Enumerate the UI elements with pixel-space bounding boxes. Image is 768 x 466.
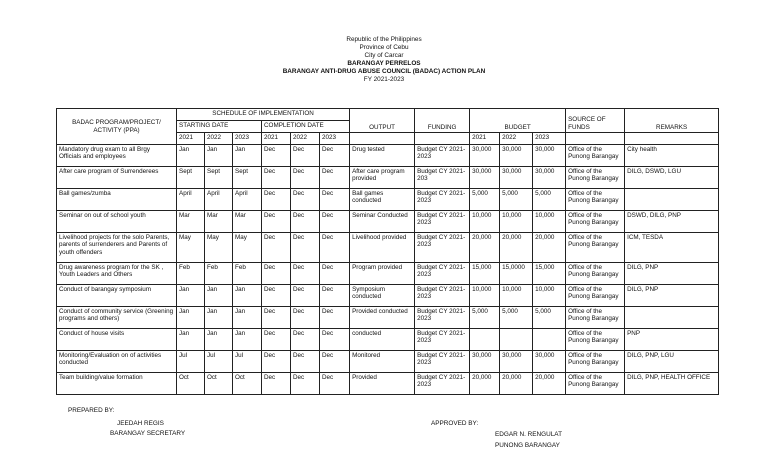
prepared-by-title: BARANGAY SECRETARY: [110, 430, 186, 437]
start-date-cell: Jul: [177, 351, 205, 373]
completion-date-cell: Dec: [291, 263, 320, 285]
start-date-cell: Oct: [177, 373, 205, 395]
output-cell: Drug tested: [350, 145, 415, 167]
funding-cell: Budget CY 2021-2023: [415, 329, 470, 351]
output-cell: Provided conducted: [350, 307, 415, 329]
year-2023: 2023: [233, 133, 262, 145]
remarks-cell: PNP: [625, 329, 719, 351]
start-date-cell: Jan: [205, 145, 233, 167]
completion-date-cell: Dec: [262, 263, 291, 285]
start-date-cell: Jul: [233, 351, 262, 373]
table-row: [57, 189, 719, 211]
budget-cell: 5,000: [533, 189, 566, 211]
funding-cell: Budget CY 2021-2023: [415, 351, 470, 373]
completion-date-cell: Dec: [262, 285, 291, 307]
budget-cell: 20,000: [533, 373, 566, 395]
budget-cell: 30,000: [500, 145, 533, 167]
plan-title: BARANGAY ANTI-DRUG ABUSE COUNCIL (BADAC) ACTION PLAN: [282, 68, 486, 75]
completion-date-cell: Dec: [320, 285, 350, 307]
prepared-by-label: PREPARED BY:: [68, 407, 115, 414]
completion-date-cell: Dec: [291, 351, 320, 373]
start-date-cell: Jan: [205, 285, 233, 307]
prepared-by-name: JEEDAH REGIS: [117, 420, 164, 427]
start-date-cell: Oct: [205, 373, 233, 395]
remarks-cell: DILG, PNP: [625, 285, 719, 307]
output-blank: [350, 133, 415, 145]
completion-date-cell: Dec: [262, 189, 291, 211]
source-cell: Office of the Punong Barangay: [566, 373, 625, 395]
funding-cell: Budget CY 2021-2023: [415, 145, 470, 167]
ppa-cell: Ball games/zumba: [57, 189, 177, 211]
completion-date-cell: Dec: [320, 373, 350, 395]
start-date-cell: Mar: [205, 211, 233, 233]
table-row: [57, 307, 719, 329]
start-date-cell: Feb: [205, 263, 233, 285]
start-date-cell: Jul: [205, 351, 233, 373]
header-barangay: BARANGAY PERRELOS: [347, 60, 421, 67]
source-blank: [566, 133, 625, 145]
funding-blank: [415, 133, 470, 145]
year-2022: 2022: [500, 133, 533, 145]
year-2022: 2022: [205, 133, 233, 145]
output-cell: Symposium conducted: [350, 285, 415, 307]
approved-by-name: EDGAR N. RENGULAT: [495, 431, 562, 438]
ppa-cell: Conduct of community service (Greening programs and others): [57, 307, 177, 329]
header-source: SOURCE OF FUNDS: [566, 109, 625, 133]
completion-date-cell: Dec: [262, 307, 291, 329]
ppa-cell: Team building/value formation: [57, 373, 177, 395]
start-date-cell: Sept: [205, 167, 233, 189]
start-date-cell: April: [233, 189, 262, 211]
funding-cell: Budget CY 2021-2023: [415, 263, 470, 285]
start-date-cell: Jan: [177, 285, 205, 307]
remarks-cell: DILG, PNP, HEALTH OFFICE: [625, 373, 719, 395]
budget-cell: [533, 329, 566, 351]
table-row: [57, 373, 719, 395]
ppa-cell: Mandatory drug exam to all Brgy Officials and employees: [57, 145, 177, 167]
source-cell: Office of the Punong Barangay: [566, 233, 625, 263]
header-budget: BUDGET: [470, 109, 566, 133]
funding-cell: Budget CY 2021-2023: [415, 307, 470, 329]
table-row: [57, 329, 719, 351]
ppa-cell: Drug awareness program for the SK , Youth Leaders and Others: [57, 263, 177, 285]
ppa-cell: Conduct of house visits: [57, 329, 177, 351]
year-2021: 2021: [177, 133, 205, 145]
remarks-cell: DSWD, DILG, PNP: [625, 211, 719, 233]
budget-cell: 30,000: [470, 145, 500, 167]
header-city: City of Carcar: [364, 52, 404, 59]
output-cell: conducted: [350, 329, 415, 351]
source-cell: Office of the Punong Barangay: [566, 211, 625, 233]
funding-cell: Budget CY 2021-203: [415, 167, 470, 189]
budget-cell: 5,000: [500, 189, 533, 211]
year-2021: 2021: [470, 133, 500, 145]
fiscal-year: FY 2021-2023: [363, 76, 405, 83]
source-cell: Office of the Punong Barangay: [566, 189, 625, 211]
budget-cell: 10,000: [500, 285, 533, 307]
source-cell: Office of the Punong Barangay: [566, 285, 625, 307]
table-row: [57, 145, 719, 167]
completion-date-cell: Dec: [291, 167, 320, 189]
budget-cell: 30,000: [500, 351, 533, 373]
approved-by-label: APPROVED BY:: [431, 420, 479, 427]
budget-cell: 30,000: [500, 167, 533, 189]
start-date-cell: Jan: [205, 307, 233, 329]
start-date-cell: Jan: [177, 145, 205, 167]
header-remarks: REMARKS: [625, 109, 719, 133]
budget-cell: 30,000: [470, 167, 500, 189]
budget-cell: 20,000: [470, 373, 500, 395]
completion-date-cell: Dec: [320, 233, 350, 263]
year-2021: 2021: [262, 133, 291, 145]
completion-date-cell: Dec: [320, 145, 350, 167]
start-date-cell: Oct: [233, 373, 262, 395]
budget-cell: 15,000: [470, 263, 500, 285]
completion-date-cell: Dec: [262, 145, 291, 167]
completion-date-cell: Dec: [320, 211, 350, 233]
budget-cell: 30,000: [533, 145, 566, 167]
budget-cell: [500, 329, 533, 351]
header-program: BADAC PROGRAM/PROJECT/ ACTIVITY (PPA): [57, 109, 177, 145]
completion-date-cell: Dec: [262, 233, 291, 263]
output-cell: Provided: [350, 373, 415, 395]
start-date-cell: Jan: [177, 329, 205, 351]
ppa-cell: Livelihood projects for the solo Parents, parents of surrenderers and Parents of youth offenders: [57, 233, 177, 263]
output-cell: Ball games conducted: [350, 189, 415, 211]
document-header: [0, 36, 768, 84]
budget-cell: 10,000: [470, 285, 500, 307]
start-date-cell: May: [233, 233, 262, 263]
funding-cell: Budget CY 2021-2023: [415, 211, 470, 233]
completion-date-cell: Dec: [291, 211, 320, 233]
completion-date-cell: Dec: [320, 263, 350, 285]
remarks-cell: City health: [625, 145, 719, 167]
budget-cell: 30,000: [533, 351, 566, 373]
completion-date-cell: Dec: [291, 285, 320, 307]
start-date-cell: Jan: [177, 307, 205, 329]
table-body: [57, 145, 719, 395]
output-cell: Seminar Conducted: [350, 211, 415, 233]
budget-cell: 10,000: [470, 211, 500, 233]
budget-cell: [470, 329, 500, 351]
start-date-cell: Jan: [205, 329, 233, 351]
budget-cell: 10,000: [533, 285, 566, 307]
completion-date-cell: Dec: [262, 373, 291, 395]
completion-date-cell: Dec: [320, 167, 350, 189]
ppa-cell: Monitoring/Evaluation on of activities conducted: [57, 351, 177, 373]
remarks-cell: [625, 307, 719, 329]
funding-cell: Budget CY 2021-2023: [415, 189, 470, 211]
budget-cell: 20,000: [500, 233, 533, 263]
completion-date-cell: Dec: [291, 373, 320, 395]
start-date-cell: May: [205, 233, 233, 263]
start-date-cell: Mar: [233, 211, 262, 233]
header-schedule: SCHEDULE OF IMPLEMENTATION: [177, 109, 350, 121]
completion-date-cell: Dec: [262, 351, 291, 373]
completion-date-cell: Dec: [320, 307, 350, 329]
start-date-cell: Sept: [177, 167, 205, 189]
header-country: Republic of the Philippines: [346, 36, 422, 43]
completion-date-cell: Dec: [262, 329, 291, 351]
budget-cell: 20,000: [500, 373, 533, 395]
budget-cell: 5,000: [470, 189, 500, 211]
source-cell: Office of the Punong Barangay: [566, 145, 625, 167]
action-plan-table: [56, 108, 719, 395]
completion-date-cell: Dec: [291, 329, 320, 351]
completion-date-cell: Dec: [291, 233, 320, 263]
ppa-cell: After care program of Surrenderees: [57, 167, 177, 189]
source-cell: Office of the Punong Barangay: [566, 263, 625, 285]
budget-cell: 10,000: [533, 211, 566, 233]
source-cell: Office of the Punong Barangay: [566, 307, 625, 329]
start-date-cell: May: [177, 233, 205, 263]
source-cell: Office of the Punong Barangay: [566, 329, 625, 351]
start-date-cell: April: [177, 189, 205, 211]
start-date-cell: Jan: [233, 285, 262, 307]
table-row: [57, 167, 719, 189]
remarks-blank: [625, 133, 719, 145]
year-2022: 2022: [291, 133, 320, 145]
completion-date-cell: Dec: [320, 351, 350, 373]
output-cell: After care program provided: [350, 167, 415, 189]
budget-cell: 30,000: [470, 351, 500, 373]
completion-date-cell: Dec: [262, 211, 291, 233]
budget-cell: 30,000: [533, 167, 566, 189]
table-row: [57, 285, 719, 307]
start-date-cell: Jan: [233, 145, 262, 167]
start-date-cell: Feb: [177, 263, 205, 285]
output-cell: Livelihood provided: [350, 233, 415, 263]
header-completion-date: COMPLETION DATE: [262, 121, 350, 133]
start-date-cell: Sept: [233, 167, 262, 189]
completion-date-cell: Dec: [262, 167, 291, 189]
year-2023: 2023: [533, 133, 566, 145]
budget-cell: 5,000: [500, 307, 533, 329]
header-output: OUTPUT: [350, 109, 415, 133]
remarks-cell: DILG, DSWD, LGU: [625, 167, 719, 189]
year-2023: 2023: [320, 133, 350, 145]
completion-date-cell: Dec: [291, 189, 320, 211]
table-row: [57, 263, 719, 285]
funding-cell: Budget CY 2021-2023: [415, 233, 470, 263]
ppa-cell: Conduct of barangay symposium: [57, 285, 177, 307]
budget-cell: 20,000: [533, 233, 566, 263]
budget-cell: 15,0000: [500, 263, 533, 285]
remarks-cell: DILG, PNP: [625, 263, 719, 285]
budget-cell: 15,000: [533, 263, 566, 285]
remarks-cell: DILG, PNP, LGU: [625, 351, 719, 373]
completion-date-cell: Dec: [320, 189, 350, 211]
budget-cell: 10,000: [500, 211, 533, 233]
completion-date-cell: Dec: [320, 329, 350, 351]
budget-cell: 5,000: [470, 307, 500, 329]
output-cell: Program provided: [350, 263, 415, 285]
header-starting-date: STARTING DATE: [177, 121, 262, 133]
output-cell: Monitored: [350, 351, 415, 373]
header-province: Province of Cebu: [359, 44, 409, 51]
start-date-cell: April: [205, 189, 233, 211]
completion-date-cell: Dec: [291, 307, 320, 329]
remarks-cell: ICM, TESDA: [625, 233, 719, 263]
completion-date-cell: Dec: [291, 145, 320, 167]
source-cell: Office of the Punong Barangay: [566, 351, 625, 373]
remarks-cell: [625, 189, 719, 211]
header-funding: FUNDING: [415, 109, 470, 133]
start-date-cell: Mar: [177, 211, 205, 233]
start-date-cell: Jan: [233, 307, 262, 329]
start-date-cell: Feb: [233, 263, 262, 285]
budget-cell: 20,000: [470, 233, 500, 263]
funding-cell: Budget CY 2021-2023: [415, 285, 470, 307]
budget-cell: 5,000: [533, 307, 566, 329]
table-row: [57, 351, 719, 373]
approved-by-title: PUNONG BARANGAY: [495, 442, 560, 449]
start-date-cell: Jan: [233, 329, 262, 351]
table-row: [57, 233, 719, 263]
table-row: [57, 211, 719, 233]
source-cell: Office of the Punong Barangay: [566, 167, 625, 189]
funding-cell: Budget CY 2021-2023: [415, 373, 470, 395]
ppa-cell: Seminar on out of school youth: [57, 211, 177, 233]
